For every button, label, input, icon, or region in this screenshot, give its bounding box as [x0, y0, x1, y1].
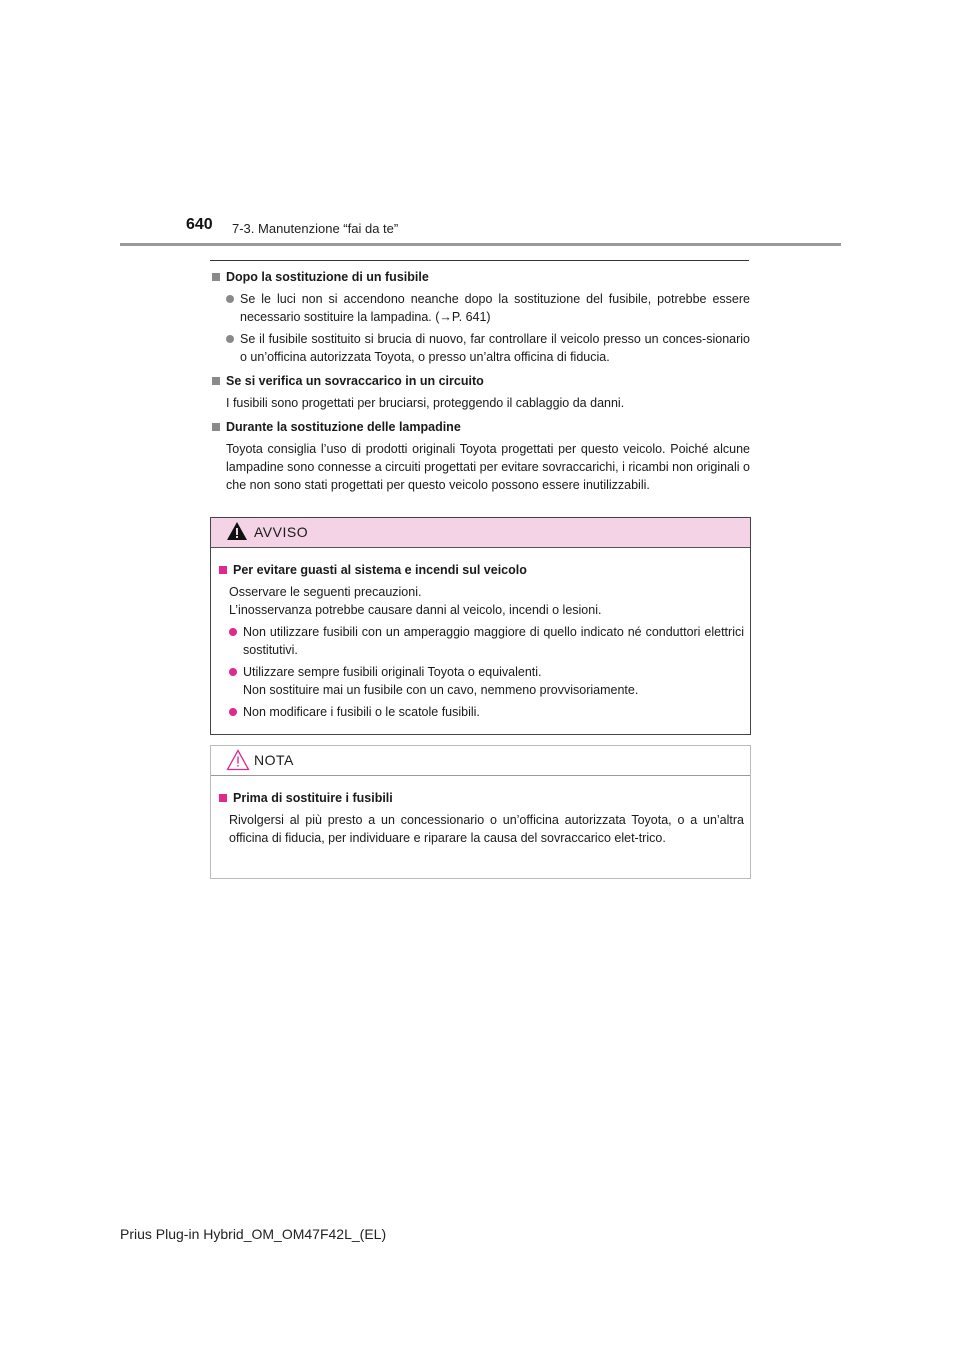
- warning-title: AVVISO: [254, 524, 309, 540]
- topic-heading: Dopo la sostituzione di un fusibile: [226, 270, 429, 284]
- round-bullet-icon: [226, 335, 234, 343]
- list-item-text: Se il fusibile sostituito si brucia di nuovo, far controllare il veicolo presso un conces-sionario o un’officina autorizzata Toyota, o presso un’altra officina di fiducia.: [240, 332, 750, 364]
- round-bullet-icon: [229, 708, 237, 716]
- list-item: [229, 623, 744, 659]
- section-title: 7-3. Manutenzione “fai da te”: [232, 221, 399, 236]
- list-item-text: Utilizzare sempre fusibili originali Toyota o equivalenti.: [243, 665, 542, 679]
- topic-fuse-replacement: [210, 268, 750, 366]
- note-box: [210, 745, 751, 879]
- round-bullet-icon: [229, 628, 237, 636]
- topic-heading: Durante la sostituzione delle lampadine: [226, 420, 461, 434]
- list-item-text: Non sostituire mai un fusibile con un cavo, nemmeno provvisoriamente.: [243, 683, 639, 697]
- square-bullet-icon: [212, 377, 220, 385]
- list-item: [229, 663, 744, 699]
- warning-heading: Per evitare guasti al sistema e incendi sul veicolo: [233, 563, 527, 577]
- topic-bulb-replacement: [210, 418, 750, 494]
- header-divider: [120, 243, 841, 246]
- list-item-text: Se le luci non si accendono neanche dopo la sostituzione del fusibile, potrebbe essere necessario sostituire la lampadina. (→P. 641): [240, 292, 750, 324]
- warning-text: L’inosservanza potrebbe causare danni al veicolo, incendi o lesioni.: [229, 603, 602, 617]
- main-content: [210, 268, 750, 494]
- square-bullet-icon: [212, 273, 220, 281]
- round-bullet-icon: [229, 668, 237, 676]
- topic-circuit-overload: [210, 372, 750, 412]
- list-item: [226, 290, 750, 326]
- content-divider: [210, 260, 749, 261]
- document-footer: Prius Plug-in Hybrid_OM_OM47F42L_(EL): [120, 1226, 387, 1242]
- list-item: [229, 703, 744, 721]
- page-number: 640: [186, 216, 213, 233]
- topic-text: Toyota consiglia l’uso di prodotti originali Toyota progettati per questo veicolo. Poiché alcune lampadine sono connesse a circuiti progettati per evitare sovraccarichi, i ricambi non originali o che non sono stati progettati per questo veicolo possono essere inutilizzabili.: [226, 442, 750, 492]
- note-heading: Prima di sostituire i fusibili: [233, 791, 393, 805]
- round-bullet-icon: [226, 295, 234, 303]
- note-text: Rivolgersi al più presto a un concessionario o un’officina autorizzata Toyota, o a un’altra officina di fiducia, per individuare e riparare la causa del sovraccarico elet-trico.: [229, 813, 744, 845]
- square-bullet-icon: [219, 566, 227, 574]
- list-item-text: Non modificare i fusibili o le scatole fusibili.: [243, 705, 480, 719]
- list-item-text: Non utilizzare fusibili con un amperaggio maggiore di quello indicato né conduttori elettrici sostitutivi.: [243, 625, 744, 657]
- warning-box: [210, 517, 751, 735]
- list-item: [226, 330, 750, 366]
- square-bullet-icon: [219, 794, 227, 802]
- warning-triangle-icon: [226, 521, 248, 541]
- caution-triangle-icon: [226, 749, 250, 771]
- note-title: NOTA: [254, 752, 294, 768]
- square-bullet-icon: [212, 423, 220, 431]
- note-header: [211, 746, 750, 776]
- topic-text: I fusibili sono progettati per bruciarsi, proteggendo il cablaggio da danni.: [226, 396, 625, 410]
- topic-heading: Se si verifica un sovraccarico in un circuito: [226, 374, 484, 388]
- warning-header: [211, 518, 750, 548]
- warning-text: Osservare le seguenti precauzioni.: [229, 585, 422, 599]
